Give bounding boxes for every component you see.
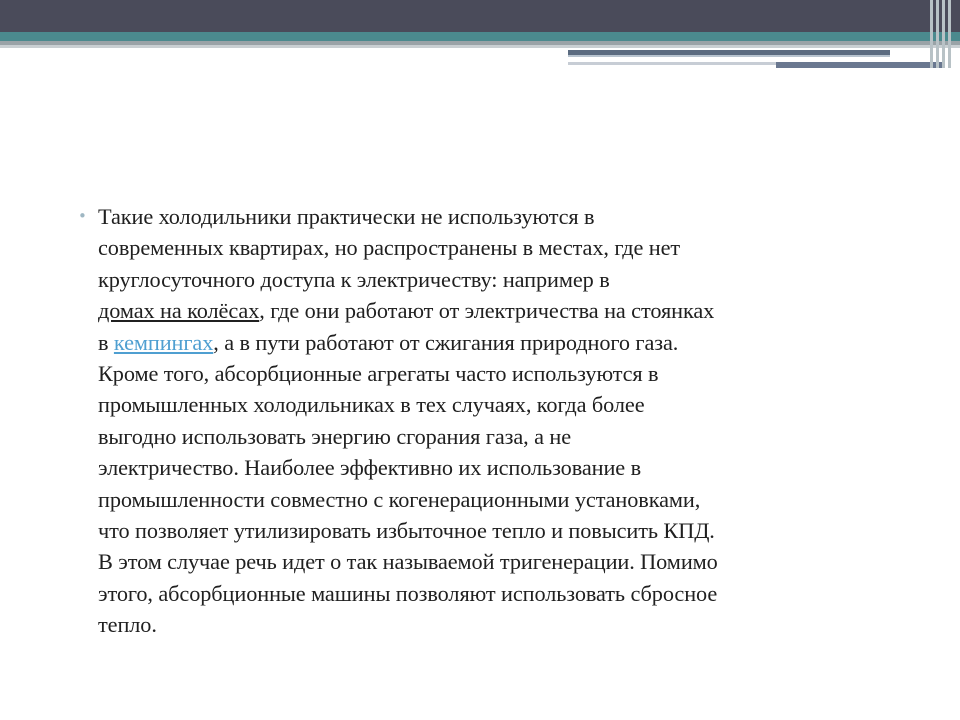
text-line: промышленных холодильниках в тех случаях, когда более: [98, 392, 645, 418]
text-line: тепло.: [98, 612, 157, 638]
header-stripe-light: [0, 45, 960, 48]
text-line: Такие холодильники практически не используются в: [98, 204, 595, 229]
text-line: промышленности совместно с когенерационными установками,: [98, 486, 701, 512]
bullet-paragraph: [78, 201, 918, 641]
text-line: этого, абсорбционные машины позволяют использовать сбросное: [98, 580, 718, 606]
text-line: выгодно использовать энергию сгорания газа, а не: [98, 423, 572, 449]
text-line: В этом случае речь идет о так называемой тригенерации. Помимо: [98, 549, 718, 575]
slide-body: [78, 201, 918, 641]
paragraph-text: [98, 201, 718, 641]
header-stripe-teal: [0, 32, 960, 41]
corner-decoration: [930, 0, 960, 68]
text-line: [98, 295, 718, 326]
text-run: , а в пути работают от сжигания природного газа.: [213, 329, 679, 355]
text-line: [98, 327, 718, 358]
header-bar: [0, 0, 960, 32]
text-run: в: [98, 329, 114, 355]
link-campings[interactable]: кемпингах: [113, 329, 214, 355]
text-run: , где они работают от электричества на стоянках: [259, 298, 715, 324]
decor-line: [568, 55, 890, 57]
bullet-marker: •: [78, 207, 87, 225]
text-line: круглосуточного доступа к электричеству: например в: [98, 266, 610, 292]
link-motorhomes[interactable]: домах на колёсах: [98, 298, 260, 324]
text-line: электричество. Наиболее эффективно их использование в: [98, 455, 642, 481]
text-line: Кроме того, абсорбционные агрегаты часто используются в: [98, 361, 659, 387]
text-line: что позволяет утилизировать избыточное тепло и повысить КПД.: [98, 518, 715, 544]
decor-line: [776, 62, 942, 68]
text-line: современных квартирах, но распространены в местах, где нет: [98, 235, 681, 261]
